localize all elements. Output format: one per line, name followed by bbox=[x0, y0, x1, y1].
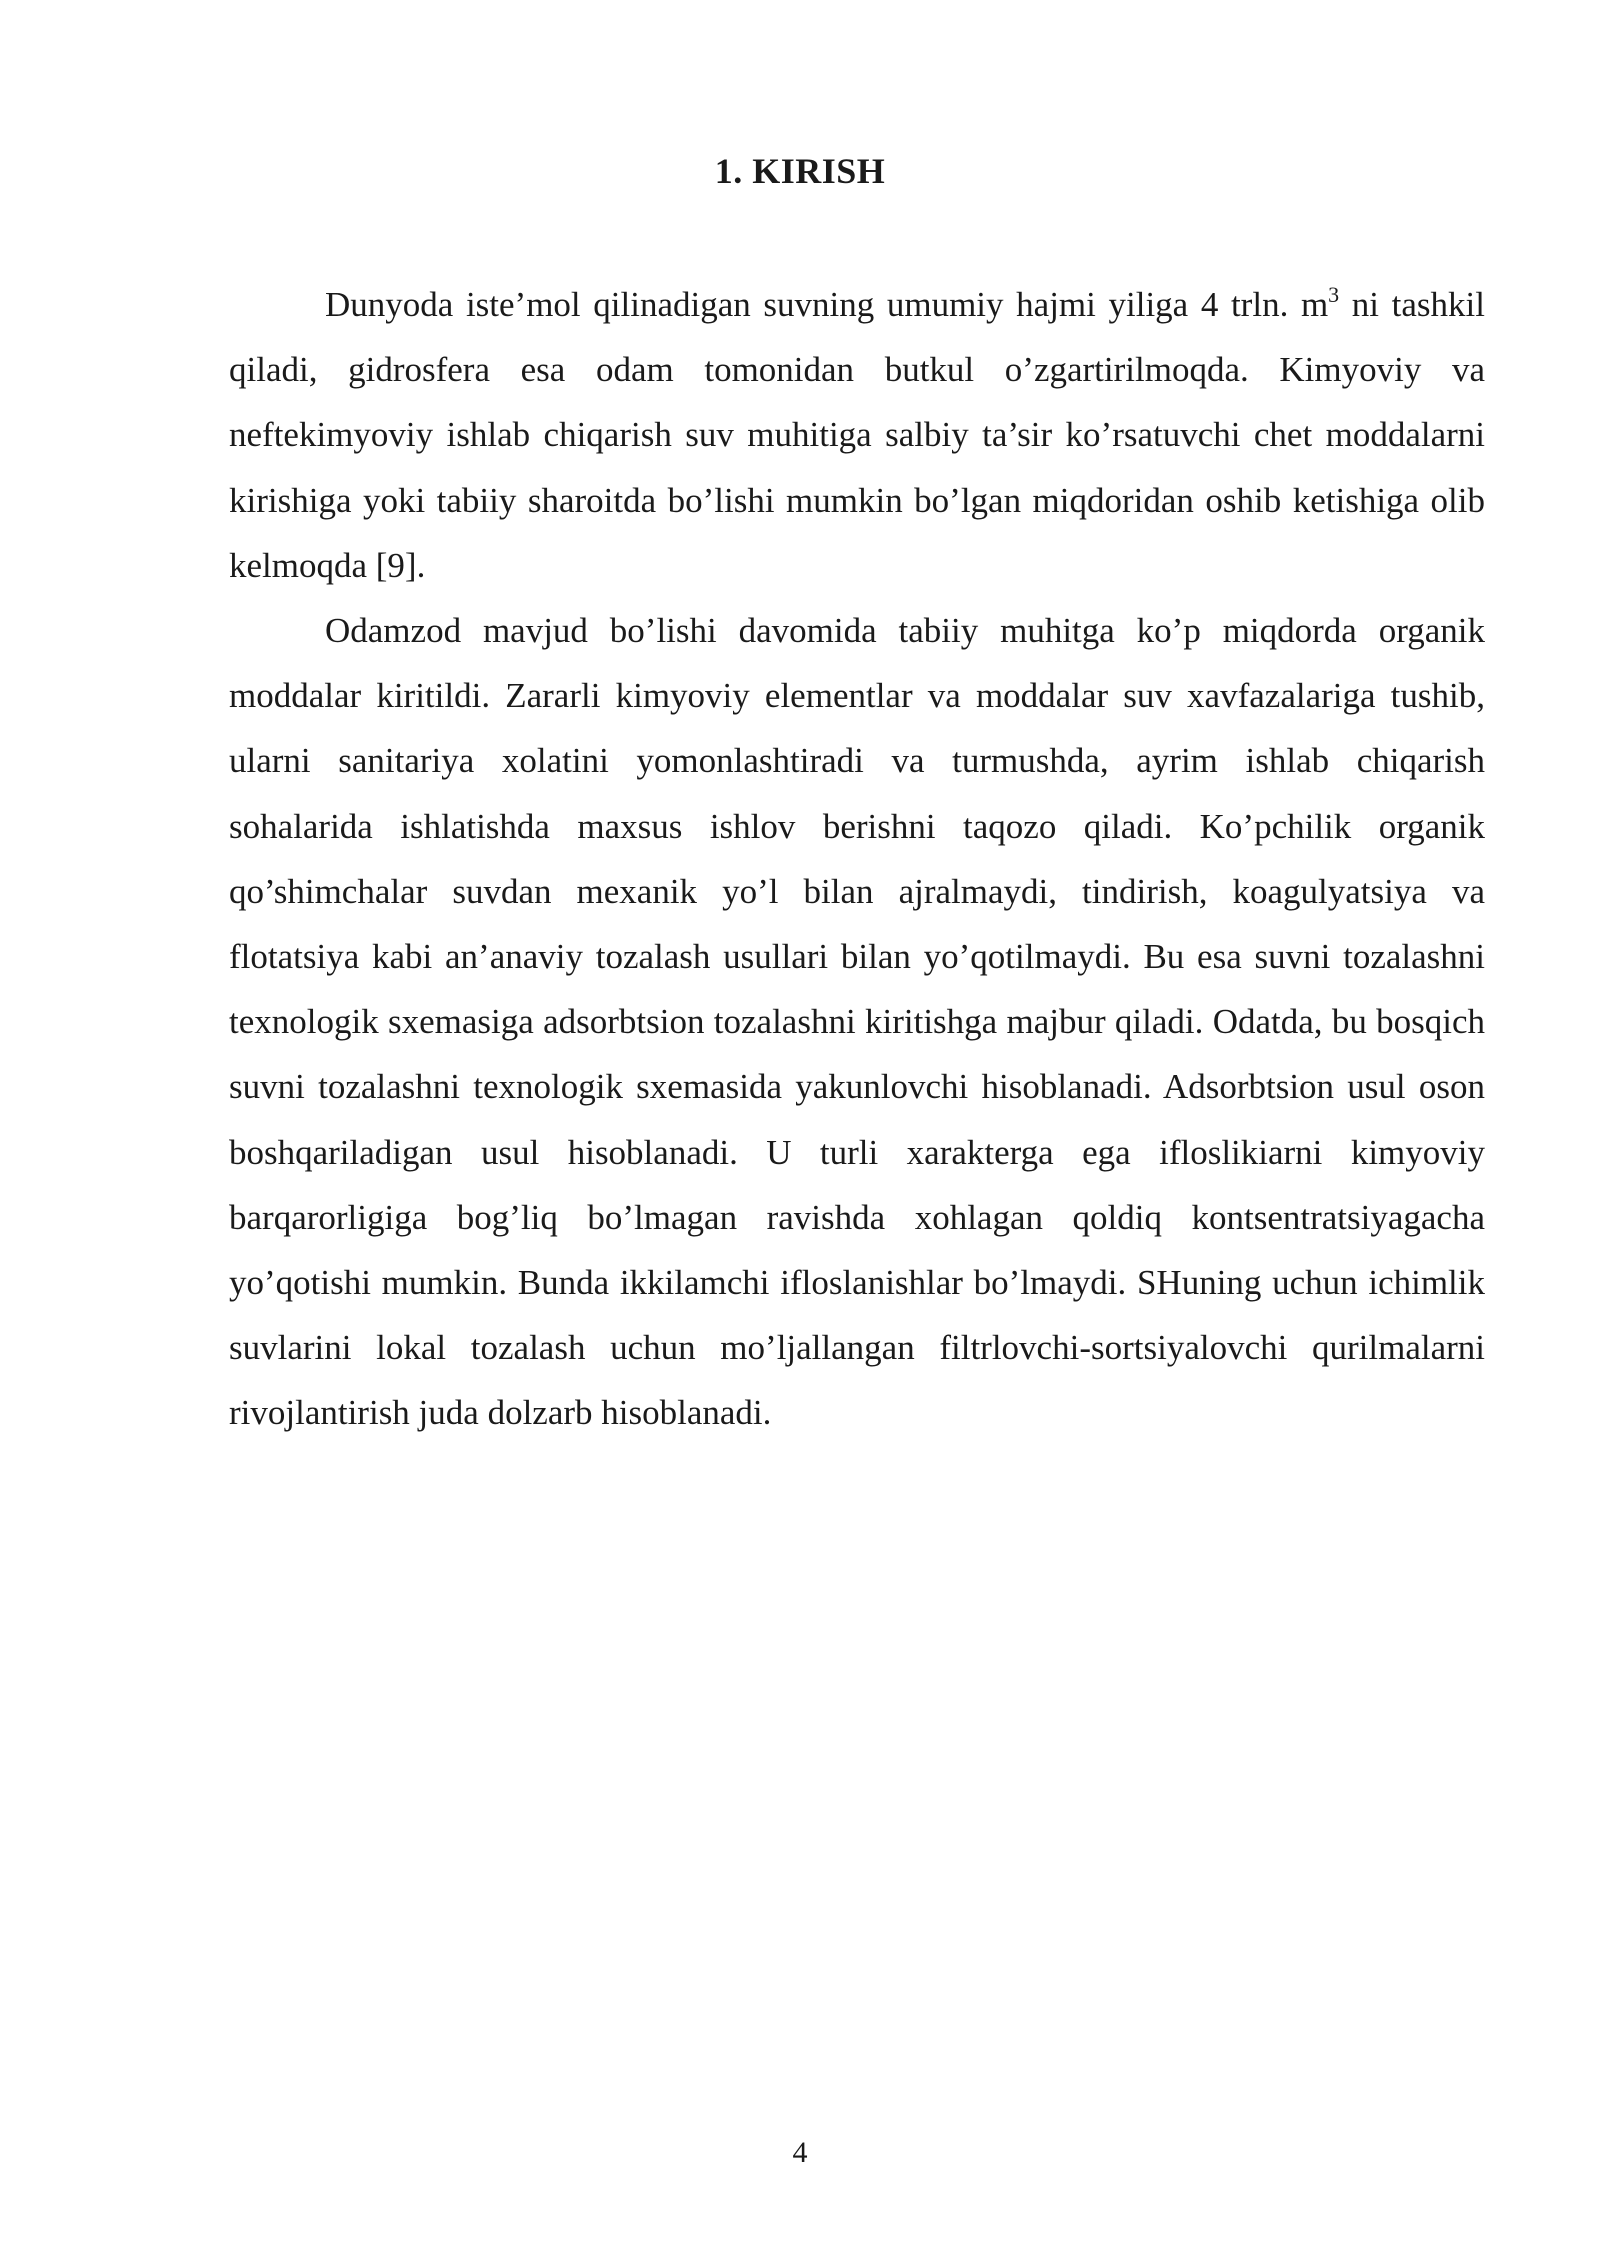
paragraph-1-text-end: ni tashkil qiladi, gidrosfera esa odam tomonidan butkul o’zgartirilmoqda. Kimyoviy va neftekimyoviy ishlab chiqarish suv muhitiga salbiy ta’sir ko’rsatuvchi chet moddalarni kirishiga yoki tabiiy sharoitda bo’lishi mumkin bo’lgan miqdoridan oshib ketishiga olib kelmoqda [9]. bbox=[229, 285, 1485, 585]
section-heading: 1. KIRISH bbox=[714, 151, 886, 191]
paragraph-1-text-start: Dunyoda iste’mol qilinadigan suvning umumiy hajmi yiliga 4 trln. m bbox=[325, 285, 1329, 324]
paragraph-2: Odamzod mavjud bo’lishi davomida tabiiy muhitga ko’p miqdorda organik moddalar kiritildi. Zararli kimyoviy elementlar va moddalar suv xavfazalariga tushib, ularni sanitariya xolatini yomonlashtiradi va turmushda, ayrim ishlab chiqarish sohalarida ishlatishda maxsus ishlov berishni taqozo qiladi. Ko’pchilik organik qo’shimchalar suvdan mexanik yo’l bilan ajralmaydi, tindirish, koagulyatsiya va flotatsiya kabi an’anaviy tozalash usullari bilan yo’qotilmaydi. Bu esa suvni tozalashni texnologik sxemasiga adsorbtsion tozalashni kiritishga majbur qiladi. Odatda, bu bosqich suvni tozalashni texnologik sxemasida yakunlovchi hisoblanadi. Adsorbtsion usul oson boshqariladigan usul hisoblanadi. U turli xarakterga ega ifloslikiarni kimyoviy barqarorligiga bog’liq bo’lmagan ravishda xohlagan qoldiq kontsentratsiyagacha yo’qotishi mumkin. Bunda ikkilamchi ifloslanishlar bo’lmaydi. SHuning uchun ichimlik suvlarini lokal tozalash uchun mo’ljallangan filtrlovchi-sortsiyalovchi qurilmalarni rivojlantirish juda dolzarb hisoblanadi. bbox=[229, 611, 1485, 1433]
page-number: 4 bbox=[792, 2136, 808, 2169]
body-text bbox=[229, 272, 1485, 1446]
paragraph-1 bbox=[229, 272, 1485, 598]
superscript-exponent: 3 bbox=[1328, 282, 1340, 307]
